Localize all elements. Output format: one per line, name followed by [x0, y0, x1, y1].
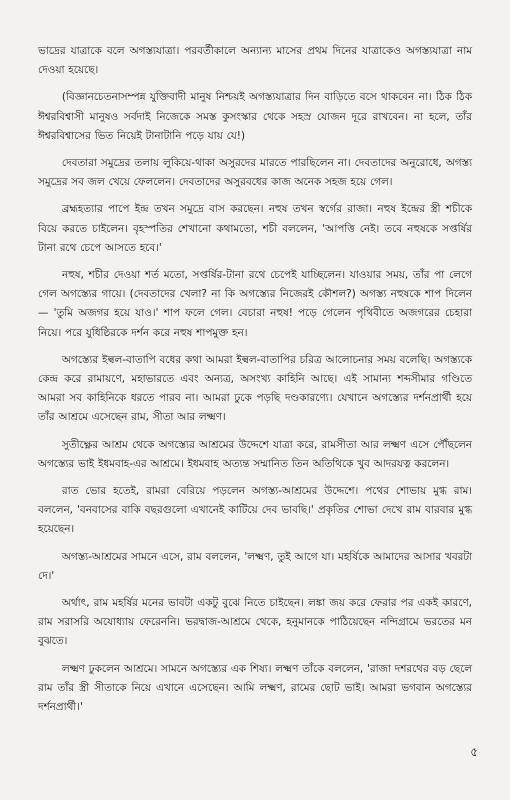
- paragraph-9: অগস্ত্য-আশ্রমের সামনে এসে, রাম বললেন, 'লক্ষ্মণ, তুই আগে যা। মহর্ষিকে আমাদের আসার খবরটা দে।': [38, 550, 472, 582]
- paragraph-4: ব্রহ্মহত্যার পাপে ইন্দ্র তখন সমুদ্রে বাস করছেন। নহুষ তখন স্বর্গের রাজা। নহুষ ইন্দ্রের স্ত্রী শচীকে বিয়ে করতে চাইলেন। বৃহস্পতির শেখানো কথামতো, শচী বললেন, 'আপত্তি নেই। তবে নহুষকে সপ্তর্ষির টানা রথে চেপে আসতে হবে।': [38, 203, 472, 254]
- paragraph-11: লক্ষ্মণ ঢুকলেন আশ্রমে। সামনে অগস্ত্যের এক শিষ্য। লক্ষ্মণ তাঁকে বললেন, 'রাজা দশরথের বড় ছেলে রাম তাঁর স্ত্রী সীতাকে নিয়ে এখানে এসেছেন। আমি লক্ষ্মণ, রামের ছোট ভাই। আমরা ভগবান অগস্ত্যের দর্শনপ্রার্থী।': [38, 662, 472, 714]
- paragraph-10: অর্থাৎ, রাম মহর্ষির মনের ভাবটা একটু বুঝে নিতে চাইছেন। লঙ্কা জয় করে ফেরার পর একই কারণে, রাম সরাসরি অযোধ্যায় ফেরেননি। ভরদ্বাজ-আশ্রমে থেকে, হনুমানকে পাঠিয়েছেন নন্দিগ্রামে ভরতের মন বুঝতে।: [38, 597, 472, 648]
- paragraph-5: নহুষ, শচীর দেওয়া শর্ত মতো, সপ্তর্ষির-টানা রথে চেপেই যাচ্ছিলেন। যাওয়ার সময়, তাঁর পা লেগে গেল অগস্ত্যের গায়ে। (দেবতাদের খেলা? না কি অগস্ত্যের নিজেরই কৌশল?) অগস্ত্য নহুষকে শাপ দিলেন— 'তুমি অজগর হয়ে যাও।' শাপ ফলে গেল। বেচারা নহুষ! পড়ে গেলেন পৃথিবীতে অজগরের চেহারা নিয়ে। পরে যুধিষ্ঠিরকে দর্শন করে নহুষ শাপমুক্ত হন।: [38, 269, 472, 339]
- paragraph-7: সুতীক্ষ্ণের আশ্রম থেকে অগস্ত্যের আশ্রমের উদ্দেশে যাত্রা করে, রামসীতা আর লক্ষ্মণ এসে পৌঁছলেন অগস্ত্যের ভাই ইধমবাহ-এর আশ্রমে। ইধমবাহ অত্যন্ত সম্মানিত তিন অতিথিকে খুব আদরযত্ন করলেন।: [38, 438, 472, 470]
- page-number: ৫: [470, 745, 478, 759]
- paragraph-8: রাত ভোর হতেই, রামরা বেরিয়ে পড়লেন অগস্ত্য-আশ্রমের উদ্দেশে। পথের শোভায় মুগ্ধ রাম। বললেন, 'বনবাসের বাকি বছরগুলো এখানেই কাটিয়ে দেব ভাবছি।' প্রকৃতির শোভা দেখে রাম বারবার মুগ্ধ হয়েছেন।: [38, 485, 472, 536]
- paragraph-6: অগস্ত্যের ইল্বল-বাতাপি বধের কথা আমরা ইল্বল-বাতাপির চরিত্র আলোচনার সময় বলেছি। অগস্ত্যকে কেন্দ্র করে রামায়ণে, মহাভারতে এবং অন্যত্র, অসংখ্য কাহিনি আছে। এই সামান্য শব্দসীমার গণ্ডিতে আমরা সব কাহিনিকে ধরতে পারব না। আমরা ঢুকে পড়ছি দণ্ডকারণ্যে। যেখানে অগস্ত্যের দর্শনপ্রার্থী হয়ে তাঁর আশ্রমে এসেছেন রাম, সীতা আর লক্ষ্মণ।: [38, 353, 472, 424]
- paragraph-2: (বিজ্ঞানচেতনাসম্পন্ন যুক্তিবাদী মানুষ নিশ্চয়ই অগস্ত্যযাত্রার দিন বাড়িতে বসে থাকবেন না। ঠিক ঠিক ঈশ্বরবিশ্বাসী মানুষও সর্বদাই নিজেকে সমস্ত কুসংস্কার থেকে সহস্র যোজন দূরে রাখবেন। না হলে, তাঁর ঈশ্বরবিশ্বাসের ভিত নিয়েই টানাটানি পড়ে যায় যে!): [38, 91, 472, 142]
- paragraph-1: ভাদ্রের যাত্রাকে বলে অগস্ত্যযাত্রা। পরবর্তীকালে অন্যান্য মাসের প্রথম দিনের যাত্রাকেও অগস্ত্যযাত্রা নাম দেওয়া হয়েছে।: [38, 45, 472, 77]
- paragraph-3: দেবতারা সমুদ্রের তলায় লুকিয়ে-থাকা অসুরদের মারতে পারছিলেন না। দেবতাদের অনুরোধে, অগস্ত্য সমুদ্রের সব জল খেয়ে ফেললেন। দেবতাদের অসুরবধের কাজ অনেক সহজ হয়ে গেল।: [38, 157, 472, 189]
